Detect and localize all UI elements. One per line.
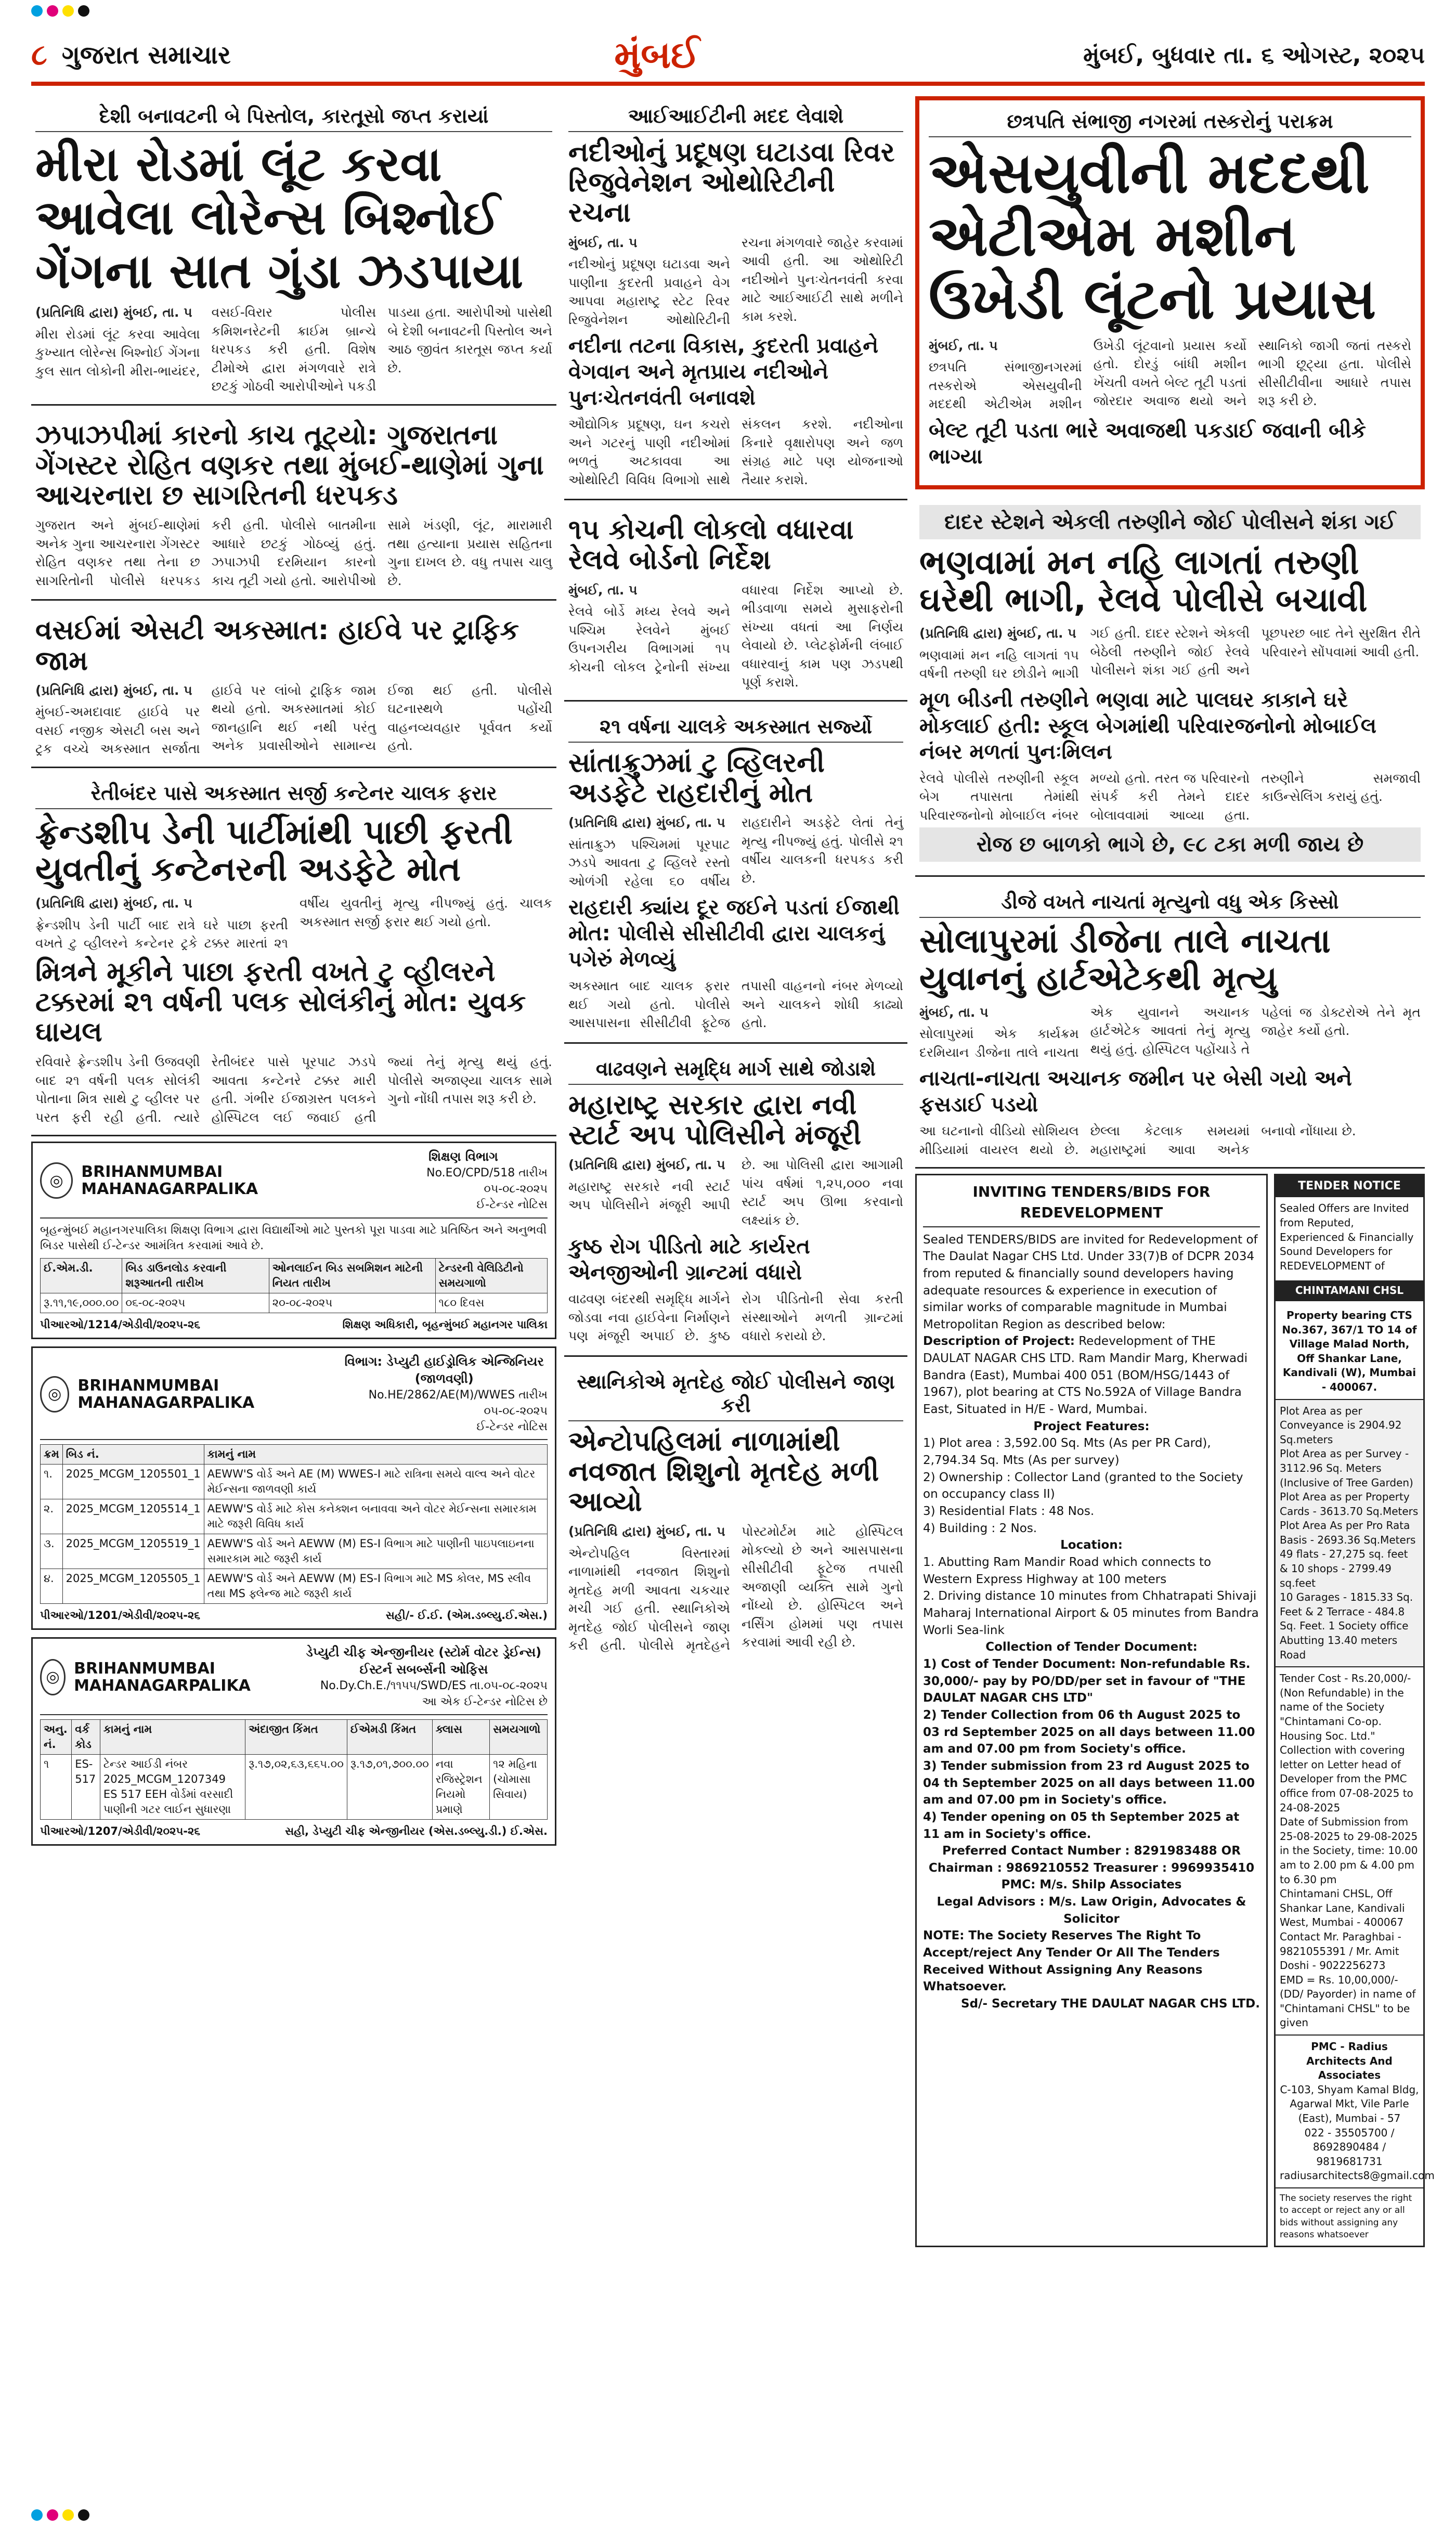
notice-education-tender xyxy=(31,1142,556,1339)
tender-label: Collection of Tender Document: xyxy=(985,1640,1198,1654)
table-header: કામનું નામ xyxy=(204,1445,547,1465)
story-body xyxy=(919,1003,1421,1062)
table-cell: રૂ.૧૭,૦૧,૭૦૦.૦૦ xyxy=(347,1754,432,1819)
story-kicker: છત્રપતિ સંભાજી નગરમાં તસ્કરોનું પરાક્રમ xyxy=(929,107,1411,137)
story-body xyxy=(568,581,903,692)
story-atm-theft xyxy=(915,96,1425,489)
table-header: ઈ.એમ.ડી. xyxy=(41,1259,122,1293)
story-headline: ભણવામાં મન નહિ લાગતાં તરુણી ઘરેથી ભાગી, રેલવે પોલીસે બચાવી xyxy=(919,543,1368,619)
story-headline: મીરા રોડમાં લૂંટ કરવા આવેલા લોરેન્સ બિશ્નોઈ ગેંગના સાત ગુંડા ઝડપાયા xyxy=(35,136,524,300)
story-kicker: ૨૧ વર્ષના ચાલકે અકસ્માત સર્જ્યો xyxy=(568,712,903,743)
story-byline: (પ્રતિનિધિ દ્વારા) મુંબઈ, તા. ૫ xyxy=(35,682,192,698)
tender-pmc: PMC: M/s. Shilp Associates xyxy=(1001,1878,1182,1892)
story-kicker: રેતીબંદર પાસે અકસ્માત સર્જી કન્ટેનર ચાલક ફરાર xyxy=(35,779,552,809)
tender-project: Redevelopment of THE DAULAT NAGAR CHS LTD. Ram Mandir Marg, Kherwadi Bandra (East), Mumbai 400 051 (BOM/HSG/1443 of 1967), plot bearing at CTS No.592A of Village Bandra East, Situated in H/E - Ward, Mumbai. xyxy=(923,1334,1248,1417)
pmc-address: C-103, Shyam Kamal Bldg, Agarwal Mkt, Vile Parle (East), Mumbai - 57 xyxy=(1280,2083,1419,2125)
story-text: ઔદ્યોગિક પ્રદૂષણ, ઘન કચરો અને ગટરનું પાણી નદીઓમાં ભળતું અટકાવવા આ ઓથોરિટી વિવિધ વિભાગો સાથે સંકલન કરશે. નદીઓના કિનારે વૃક્ષારોપણ અને જળ સંગ્રહ માટે પણ યોજનાઓ તૈયાર કરાશે. xyxy=(568,417,903,487)
story-headline: મહારાષ્ટ્ર સરકાર દ્વારા નવી સ્ટાર્ટ અપ પોલિસીને મંજૂરી xyxy=(568,1089,862,1151)
corporation-name: BRIHANMUMBAI MAHANAGARPALIKA xyxy=(77,1376,255,1412)
table-header: ટેન્ડરની વેલિડિટીનો સમયગાળો xyxy=(435,1259,547,1293)
story-gangster xyxy=(31,411,556,601)
tender-note: NOTE: The Society Reserves The Right To Accept/reject Any Tender Or All The Tenders Received Without Assigning Any Reasons Whatsoever. xyxy=(923,1929,1220,1994)
notice-table xyxy=(40,1719,548,1820)
right-column xyxy=(915,96,1435,2247)
story-byline: (પ્રતિનિધિ દ્વારા) મુંબઈ, તા. ૫ xyxy=(35,896,192,911)
story-antop-hill xyxy=(564,1362,907,1663)
story-text: અકસ્માત બાદ ચાલક ફરાર થઈ ગયો હતો. પોલીસે આસપાસના સીસીટીવી ફૂટેજ તપાસી વાહનનો નંબર મેળવ્યો અને ચાલકને શોધી કાઢ્યો હતો. xyxy=(568,978,903,1031)
notice-header xyxy=(40,1353,548,1440)
table-cell: નવા રજિસ્ટ્રેશન નિયમો પ્રમાણે xyxy=(432,1754,489,1819)
tender-title: INVITING TENDERS/BIDS FOR REDEVELOPMENT xyxy=(923,1182,1260,1227)
story-byline: (પ્રતિનિધિ દ્વારા) મુંબઈ, તા. ૫ xyxy=(919,626,1076,641)
corporation-name: BRIHANMUMBAI MAHANAGARPALIKA xyxy=(74,1659,251,1695)
story-text: છત્રપતિ સંભાજીનગરમાં તસ્કરોએ એસયુવીની મદદથી એટીએમ મશીન ઉખેડી લૂંટવાનો પ્રયાસ કર્યો હતો. દોરડું બાંધી મશીન ખેંચતી વખતે બેલ્ટ તૂટી પડતાં જોરદાર અવાજ થયો અને સ્થાનિકો જાગી જતાં તસ્કરો ભાગી છૂટ્યા હતા. પોલીસે સીસીટીવીના આધારે તપાસ શરૂ કરી છે. xyxy=(929,338,1411,412)
story-text: સોલાપુરમાં એક કાર્યક્રમ દરમિયાન ડીજેના તાલે નાચતા એક યુવાનને અચાનક હાર્ટએટેક આવતાં તેનું મૃત્યુ થયું હતું. હોસ્પિટલ પહોંચાડે તે પહેલાં જ ડોક્ટરોએ તેને મૃત જાહેર કર્યો હતો. xyxy=(919,1004,1421,1060)
story-headline: એન્ટોપહિલમાં નાળામાંથી નવજાત શિશુનો મૃતદેહ મળી આવ્યો xyxy=(568,1426,879,1518)
tender-intro: Sealed Offers are Invited from Reputed, Experienced & Financially Sound Developers for REDEVELOPMENT of xyxy=(1280,1202,1414,1272)
table-row xyxy=(41,1569,548,1604)
story-subheadline: મિત્રને મૂકીને પાછા ફરતી વખતે ટુ વ્હીલરને ટક્કરમાં ૨૧ વર્ષની પલક સોલંકીનું મોત: યુવક ઘાયલ xyxy=(35,956,526,1048)
table-cell: ટેન્ડર આઈડી નંબર 2025_MCGM_1207349 ES 517 EEH વોર્ડમાં વરસાદી પાણીની ગટર લાઈન સુધારણા xyxy=(100,1754,245,1819)
story-text: એન્ટોપહિલ વિસ્તારમાં નાળામાંથી નવજાત શિશુનો મૃતદેહ મળી આવતા ચકચાર મચી ગઈ હતી. સ્થાનિકોએ મૃતદેહ જોઈ પોલીસને જાણ કરી હતી. પોલીસે મૃતદેહને પોસ્ટમોર્ટમ માટે હોસ્પિટલ મોકલ્યો છે અને આસપાસના સીસીટીવી ફૂટેજ તપાસી અજાણી વ્યક્તિ સામે ગુનો નોંધ્યો છે. હોસ્પિટલ અને નર્સિંગ હોમમાં પણ તપાસ કરવામાં આવી રહી છે. xyxy=(568,1524,903,1653)
pmc-name: PMC - Radius Architects And Associates xyxy=(1306,2040,1393,2082)
story-kicker: ડીજે વખતે નાચતાં મૃત્યુનો વધુ એક કિસ્સો xyxy=(919,887,1421,918)
story-subheadline: રાહદારી ક્યાંય દૂર જઈને પડતાં ઈજાથી મોત: પોલીસે સીસીટીવી દ્વારા ચાલકનું પગેરું મેળવ્યું xyxy=(568,896,900,972)
story-container xyxy=(31,773,556,1137)
table-cell: ૧. xyxy=(41,1465,63,1499)
story-headline: ઝપાઝપીમાં કારનો કાચ તૂટ્યો: ગુજરાતના ગેંગસ્ટર રોહિત વણકર તથા મુંબઈ-થાણેમાં ગુના આચરનારા છ સાગરિતની ધરપકડ xyxy=(35,419,544,512)
tender-feature: 3) Residential Flats : 48 Nos. xyxy=(923,1505,1095,1519)
notice-signatory: શિક્ષણ અધિકારી, બૃહન્મુંબઈ મહાનગર પાલિકા xyxy=(342,1318,548,1331)
tender-title: TENDER NOTICE xyxy=(1276,1175,1423,1197)
tender-feature: 1) Plot area : 3,592.00 Sq. Mts (As per PR Card), 2,794.34 Sq. Mts (As per survey) xyxy=(923,1436,1211,1468)
story-body xyxy=(568,1156,903,1229)
story-santacruz xyxy=(564,707,907,1044)
story-headline: ૧૫ કોચની લોકલો વધારવા રેલવે બોર્ડનો નિર્દેશ xyxy=(568,514,854,576)
table-cell: રૂ.૧૭,૦૨,૬૩,૬૬૫.૦૦ xyxy=(245,1754,347,1819)
notice-ref: No.HE/2862/AE(M)/WWES તારીખ ૦૫-૦૮-૨૦૨૫ xyxy=(368,1389,548,1418)
story-byline: (પ્રતિનિધિ દ્વારા) મુંબઈ, તા. ૫ xyxy=(568,815,725,831)
story-text: ભણવામાં મન નહિ લાગતાં ૧૫ વર્ષની તરુણી ઘર છોડીને ભાગી ગઈ હતી. દાદર સ્ટેશને એકલી બેઠેલી તરુણીને જોઈ રેલવે પોલીસને શંકા ગઈ હતી અને પૂછપરછ બાદ તેને સુરક્ષિત રીતે પરિવારને સોંપવામાં આવી હતી. xyxy=(919,626,1421,681)
notice-signatory: સહી, ડેપ્યુટી ચીફ એન્જીનીયર (એસ.ડબ્લ્યુ.ડી.) ઈ.એસ. xyxy=(285,1824,548,1837)
table-cell: ૨. xyxy=(41,1499,63,1534)
table-row xyxy=(41,1754,548,1819)
highlight-item: Plot Area as per Conveyance is 2904.92 Sq.meters xyxy=(1280,1404,1402,1446)
story-15-coach-local xyxy=(564,506,907,701)
notice-type: ઈ-ટેન્ડર નોટિસ xyxy=(476,1420,548,1434)
story-byline: મુંબઈ, તા. ૫ xyxy=(568,582,638,598)
notice-roads-tender xyxy=(31,1637,556,1846)
notice-header xyxy=(40,1148,548,1218)
story-startup-policy xyxy=(564,1049,907,1357)
table-row xyxy=(41,1293,548,1313)
notice-table xyxy=(40,1258,548,1313)
print-registration-marks-top xyxy=(31,4,1425,18)
story-byline: મુંબઈ, તા. ૫ xyxy=(929,338,998,353)
table-header: કામનું નામ xyxy=(100,1720,245,1755)
notice-ref-footer: પીઆરઓ/1214/એડીવી/૨૦૨૫-૨૬ xyxy=(40,1318,201,1331)
story-solapur-dj xyxy=(915,882,1425,1169)
story-body xyxy=(919,1122,1421,1159)
notice-ref-footer: પીઆરઓ/1201/એડીવી/૨૦૨૫-૨૬ xyxy=(40,1609,201,1622)
table-row xyxy=(41,1499,548,1534)
table-cell: AEWW'S વોર્ડ અને AEWW (M) ES-I વિભાગ માટે MS કોલર, MS સ્લીવ તથા MS ફ્લેન્જ માટે જરૂરી કાર્ય xyxy=(204,1569,547,1604)
table-header: ઈએમડી કિંમત xyxy=(347,1720,432,1755)
table-cell: 2025_MCGM_1205519_1 xyxy=(62,1534,204,1569)
story-text: મુંબઈ-અમદાવાદ હાઈવે પર વસઈ નજીક એસટી બસ અને ટ્રક વચ્ચે અકસ્માત સર્જાતા હાઈવે પર લાંબો ટ્રાફિક જામ થયો હતો. અકસ્માતમાં કોઈ જાનહાનિ થઈ નથી પરંતુ અનેક પ્રવાસીઓને સામાન્ય ઈજા થઈ હતી. પોલીસે ઘટનાસ્થળે પહોંચી વાહનવ્યવહાર પૂર્વવત કર્યો હતો. xyxy=(35,682,552,757)
story-subheadline: નદીના તટના વિકાસ, કુદરતી પ્રવાહને વેગવાન અને મૃતપ્રાય નદીઓને પુનઃચેતનવંતી બનાવશે xyxy=(568,334,879,410)
tender-chintamani xyxy=(1274,1174,1435,2247)
story-body xyxy=(568,1522,903,1655)
table-header: સમયગાળો xyxy=(490,1720,548,1755)
notice-type: આ એક ઈ-ટેન્ડર નોટિસ છે xyxy=(422,1695,548,1708)
story-text: રેલવે પોલીસે તરુણીની સ્કૂલ બેગ તપાસતા તેમાંથી પરિવારજનોનો મોબાઈલ નંબર મળ્યો હતો. તરત જ પરિવારનો સંપર્ક કરી તેમને દાદર બોલાવવામાં આવ્યા હતા. તરુણીને સમજાવી કાઉન્સેલિંગ કરાયું હતું. xyxy=(919,770,1421,823)
pmc-phone: 022 - 35505700 / 8692890484 / 9819681731 xyxy=(1304,2126,1395,2168)
story-subheadline: મૂળ બીડની તરુણીને ભણવા માટે પાલઘર કાકાને ઘરે મોકલાઈ હતી: સ્કૂલ બેગમાંથી પરિવારજનોનો મોબાઈલ નંબર મળતાં પુનઃમિલન xyxy=(919,688,1376,764)
story-body xyxy=(919,769,1421,825)
table-header: ક્લાસ xyxy=(432,1720,489,1755)
bmc-logo-icon: ◎ xyxy=(40,1659,66,1695)
story-text: સાંતાક્રુઝ પશ્ચિમમાં પૂરપાટ ઝડપે આવતા ટુ વ્હિલરે રસ્તો ઓળંગી રહેલા ૬૦ વર્ષીય રાહદારીને અડફેટે લેતાં તેનું મૃત્યુ નીપજ્યું હતું. પોલીસે ૨૧ વર્ષીય ચાલકની ધરપકડ કરી છે. xyxy=(568,815,903,889)
story-body xyxy=(568,234,903,329)
tender-step: 4) Tender opening on 05 th September 2025 at 11 am in Society's office. xyxy=(923,1810,1240,1841)
story-body xyxy=(568,415,903,490)
table-cell: ૧ xyxy=(41,1754,72,1819)
story-kicker: સ્થાનિકોએ મૃતદેહ જોઈ પોલીસને જાણ કરી xyxy=(568,1367,903,1421)
pmc-email: radiusarchitects8@gmail.com xyxy=(1280,2169,1435,2182)
tender-terms xyxy=(1276,1667,1423,2034)
notice-table xyxy=(40,1444,548,1604)
story-byline: (પ્રતિનિધિ દ્વારા) મુંબઈ, તા. ૫ xyxy=(568,1524,725,1539)
city-section-title: મુંબઈ xyxy=(614,33,700,76)
tender-label: Description of Project: xyxy=(923,1334,1075,1349)
table-cell: રૂ.૧૧,૧૯,૦૦૦.૦૦ xyxy=(41,1293,122,1313)
story-text: ગુજરાત અને મુંબઈ-થાણેમાં અનેક ગુના આચરનારા ગેંગસ્ટર રોહિત વણકર તથા તેના છ સાગરિતોની પોલીસે ધરપકડ કરી હતી. પોલીસે બાતમીના આધારે છટકું ગોઠવ્યું હતું. ઝપાઝપી દરમિયાન કારનો કાચ તૂટી ગયો હતો. આરોપીઓ સામે ખંડણી, લૂંટ, મારામારી તથા હત્યાના પ્રયાસ સહિતના ગુના દાખલ છે. વધુ તપાસ ચાલુ છે. xyxy=(35,517,552,588)
story-kicker: દેશી બનાવટની બે પિસ્તોલ, કારતૂસો જપ્ત કરાયાં xyxy=(35,101,552,132)
term-item: Tender Cost - Rs.20,000/- (Non Refundable) in the name of the Society "Chintamani Co-op. Housing Soc. Ltd." Collection with covering letter on Letter head of Developer from the PMC office from 07-08-2025 to 24-08-2025 xyxy=(1280,1672,1413,1814)
publication-title xyxy=(31,38,231,72)
story-headline: વસઈમાં એસટી અકસ્માત: હાઈવે પર ટ્રાફિક જામ xyxy=(35,615,519,677)
society-name: CHINTAMANI CHSL xyxy=(1276,1280,1423,1301)
highlight-item: Abutting 13.40 meters Road xyxy=(1280,1634,1398,1661)
table-cell: ૧૮૦ દિવસ xyxy=(435,1293,547,1313)
highlight-item: Plot Area as per Survey - 3112.96 Sq. Meters (Inclusive of Tree Garden) xyxy=(1280,1447,1413,1489)
story-byline: (પ્રતિનિધિ દ્વારા) મુંબઈ, તા. ૫ xyxy=(35,305,192,320)
pmc-block xyxy=(1276,2034,1435,2187)
story-kicker: દાદર સ્ટેશને એકલી તરુણીને જોઈ પોલીસને શંકા ગઈ xyxy=(919,505,1421,539)
tender-intro: Sealed TENDERS/BIDS are invited for Redevelopment of The Daulat Nagar CHS Ltd. Under 33(7)B of DCPR 2034 from reputed & financially sound developers having adequate resources & experience in execution of similar works of comparable magnitude in Mumbai Metropolitan Region as described below: xyxy=(923,1233,1258,1331)
bmc-logo-icon: ◎ xyxy=(40,1376,69,1412)
tender-location: 2. Driving distance 10 minutes from Chhatrapati Shivaji Maharaj International Airport & 05 minutes from Bandra Worli Sea-link xyxy=(923,1589,1259,1637)
story-subheadline: બેલ્ટ તૂટી પડતા ભારે અવાજથી પકડાઈ જવાની બીકે ભાગ્યા xyxy=(929,418,1366,469)
story-dadar-girl xyxy=(915,497,1425,877)
table-row xyxy=(41,1534,548,1569)
story-river-authority xyxy=(564,96,907,500)
notice-dept: ડેપ્યુટી ચીફ એન્જીનીયર (સ્ટોર્મ વોટર ડ્રેઈન્સ) ઈસ્ટર્ન સબર્બ્સની ઓફિસ xyxy=(306,1645,542,1677)
story-text: આ ઘટનાનો વીડિયો સોશિયલ મીડિયામાં વાયરલ થયો છે. છેલ્લા કેટલાક સમયમાં મહારાષ્ટ્રમાં આવા અનેક બનાવો નોંધાયા છે. xyxy=(919,1123,1356,1157)
table-cell: 2025_MCGM_1205505_1 xyxy=(62,1569,204,1604)
story-body xyxy=(35,516,552,591)
page-number: ૮ xyxy=(31,38,47,72)
story-subheadline: કુષ્ઠ રોગ પીડિતો માટે કાર્યરત એનજીઓની ગ્રાન્ટમાં વધારો xyxy=(568,1235,810,1285)
term-item: Date of Submission from 25-08-2025 to 29-08-2025 in the Society, time: 10.00 am to 2.00 pm & 4.00 pm to 6.30 pm xyxy=(1280,1816,1418,1886)
table-header: અનુ. નં. xyxy=(41,1720,72,1755)
story-text: રવિવારે ફ્રેન્ડશીપ ડેની ઉજવણી બાદ ૨૧ વર્ષની પલક સોલંકી પોતાના મિત્ર સાથે ટુ વ્હીલર પર પરત ફરી રહી હતી. ત્યારે રેતીબંદર પાસે પૂરપાટ ઝડપે આવતા કન્ટેનરે ટક્કર મારી હતી. ગંભીર ઈજાગ્રસ્ત પલકને હોસ્પિટલ લઈ જવાઈ હતી જ્યાં તેનું મૃત્યુ થયું હતું. પોલીસે અજાણ્યા ચાલક સામે ગુનો નોંધી તપાસ શરૂ કરી છે. xyxy=(35,1054,552,1125)
story-byline: મુંબઈ, તા. ૫ xyxy=(919,1004,989,1020)
story-headline: નદીઓનું પ્રદૂષણ ઘટાડવા રિવર રિજુવેનેશન ઓથોરિટીની રચના xyxy=(568,137,895,229)
table-cell: 2025_MCGM_1205501_1 xyxy=(62,1465,204,1499)
tender-step: 2) Tender Collection from 06 th August 2025 to 03 rd September 2025 on all days between 11.00 am and 07.00 pm from Society's office. xyxy=(923,1708,1255,1756)
notice-dept: શિક્ષણ વિભાગ xyxy=(428,1149,498,1164)
story-body xyxy=(919,624,1421,683)
table-cell: ૦૬-૦૮-૨૦૨૫ xyxy=(122,1293,269,1313)
story-text: વાઢવણ બંદરથી સમૃદ્ધિ માર્ગને જોડવા નવા હાઈવેના નિર્માણને પણ મંજૂરી અપાઈ છે. કુષ્ઠ રોગ પીડિતોની સેવા કરતી સંસ્થાઓને મળતી ગ્રાન્ટમાં વધારો કરાયો છે. xyxy=(568,1291,903,1344)
table-header: બિડ નં. xyxy=(62,1445,204,1465)
table-cell: ૨૦-૦૮-૨૦૨૫ xyxy=(269,1293,435,1313)
story-byline: (પ્રતિનિધિ દ્વારા) મુંબઈ, તા. ૫ xyxy=(568,1157,725,1173)
story-text: મીરા રોડમાં લૂંટ કરવા આવેલા કુખ્યાત લોરેન્સ બિશ્નોઈ ગેંગના કુલ સાત લોકોની મીરા-ભાયંદર, વસઈ-વિરાર પોલીસ કમિશનરેટની ક્રાઈમ બ્રાન્ચે ધરપકડ કરી હતી. વિશેષ ટીમોએ દ્વારા મંગળવારે રાત્રે છટકું ગોઠવી આરોપીઓને પકડી પાડયા હતા. આરોપીઓ પાસેથી બે દેશી બનાવટની પિસ્તોલ અને આઠ જીવંત કારતૂસ જપ્ત કર્યા છે. xyxy=(35,305,552,394)
notice-water-tender xyxy=(31,1346,556,1630)
highlight-item: 49 flats - 27,275 sq. feet & 10 shops - 2799.49 sq.feet xyxy=(1280,1548,1408,1589)
table-cell: ૧૨ મહિના (ચોમાસા સિવાય) xyxy=(490,1754,548,1819)
corporation-name: BRIHANMUMBAI MAHANAGARPALIKA xyxy=(81,1163,258,1199)
story-subheadline: નાચતા-નાચતા અચાનક જમીન પર બેસી ગયો અને ફસડાઈ પડયો xyxy=(919,1067,1352,1117)
story-headline: સોલાપુરમાં ડીજેના તાલે નાચતા યુવાનનું હાર્ટએટેકથી મૃત્યુ xyxy=(919,922,1331,998)
highlight-item: Plot Area as per Property Cards - 3613.70 Sq.Meters xyxy=(1280,1491,1419,1518)
notice-ref: No.Dy.Ch.E./૧૧૫૫/SWD/ES તા.૦૫-૦૮-૨૦૨૫ xyxy=(320,1679,548,1693)
table-header: ઓનલાઈન બિડ સબમિશન માટેની નિયત તારીખ xyxy=(269,1259,435,1293)
notice-header xyxy=(40,1644,548,1715)
term-item: Chintamani CHSL, Off Shankar Lane, Kandivali West, Mumbai - 400067 xyxy=(1280,1887,1405,1929)
dateline: મુંબઈ, બુધવાર તા. ૬ ઓગસ્ટ, ૨૦૨૫ xyxy=(1083,42,1425,69)
table-cell: 2025_MCGM_1205514_1 xyxy=(62,1499,204,1534)
highlight-item: Plot Area As per Pro Rata Basis - 2693.36 Sq.Meters xyxy=(1280,1519,1416,1546)
masthead xyxy=(31,29,1425,86)
notice-signatory: સહી/- ઈ.ઈ. (એમ.ડબ્લ્યુ.ઈ.એસ.) xyxy=(385,1609,548,1622)
story-body xyxy=(568,1290,903,1347)
term-item: Contact Mr. Paraghbai - 9821055391 / Mr. Amit Doshi - 9022256273 xyxy=(1280,1930,1401,1972)
story-kicker: વાઢવણને સમૃદ્ધિ માર્ગ સાથે જોડાશે xyxy=(568,1054,903,1085)
table-cell: AEWW'S વોર્ડ અને AEWW (M) ES-I વિભાગ માટે પાણીની પાઇપલાઇનના સમારકામ માટે જરૂરી કાર્ય xyxy=(204,1534,547,1569)
notice-dept: વિભાગ: ડેપ્યુટી હાઈડ્રોલિક એન્જિનિયર (જાળવણી) xyxy=(344,1354,544,1386)
table-cell: ૩. xyxy=(41,1534,63,1569)
tender-legal: Legal Advisors : M/s. Law Origin, Advocates & Solicitor xyxy=(937,1895,1246,1926)
table-row xyxy=(41,1465,548,1499)
tender-feature: 2) Ownership : Collector Land (granted to the Society on occupancy class II) xyxy=(923,1470,1243,1501)
table-cell: ૪. xyxy=(41,1569,63,1604)
tender-step: 3) Tender submission from 23 rd August 2025 to 04 th September 2025 on all days between 11.00 am and 07.00 pm in Society's office. xyxy=(923,1759,1255,1807)
story-sidebar-heading: રોજ છ બાળકો ભાગે છે, ૯૮ ટકા મળી જાય છે xyxy=(919,827,1421,862)
table-cell: ES-517 xyxy=(72,1754,100,1819)
tender-contact: Preferred Contact Number : 8291983488 OR Chairman : 9869210552 Treasurer : 9969935410 xyxy=(928,1844,1255,1875)
story-headline: સાંતાક્રુઝમાં ટુ વ્હિલરની અડફેટે રાહદારીનું મોત xyxy=(568,747,825,809)
property-description: Property bearing CTS No.367, 367/1 TO 14 of Village Malad North, Off Shankar Lane, Kandivali (W), Mumbai - 400067. xyxy=(1282,1308,1417,1393)
tender-label: Project Features: xyxy=(1033,1419,1150,1433)
story-byline: મુંબઈ, તા. ૫ xyxy=(568,235,638,250)
left-column xyxy=(31,96,556,1853)
story-body xyxy=(35,1053,552,1126)
story-kicker: આઈઆઈટીની મદદ લેવાશે xyxy=(568,101,903,132)
middle-column xyxy=(564,96,907,1668)
term-item: EMD = Rs. 10,00,000/- (DD/ Payorder) in name of "Chintamani CHSL" to be given xyxy=(1280,1973,1416,2029)
tender-label: Location: xyxy=(1060,1538,1123,1552)
story-text: ફ્રેન્ડશીપ ડેની પાર્ટી બાદ રાત્રે ઘરે પાછા ફરતી વખતે ટુ વ્હીલરને કન્ટેનર ટ્રકે ટક્કર મારતાં ૨૧ વર્ષીય યુવતીનું મૃત્યુ નીપજ્યું હતું. ચાલક અકસ્માત સર્જી ફરાર થઈ ગયો હતો. xyxy=(35,896,552,951)
notice-text: બૃહન્મુંબઈ મહાનગરપાલિકા શિક્ષણ વિભાગ દ્વારા વિદ્યાર્થીઓ માટે પુસ્તકો પૂરા પાડવા માટે પ્રતિષ્ઠિત અને અનુભવી બિડર પાસેથી ઈ-ટેન્ડર આમંત્રિત કરવામાં આવે છે. xyxy=(40,1223,547,1252)
story-headline: એસયુવીની મદદથી એટીએમ મશીન ઉખેડી લૂંટનો પ્રયાસ xyxy=(929,141,1376,332)
story-body xyxy=(35,894,552,953)
story-body xyxy=(568,977,903,1034)
tender-disclaimer: The society reserves the right to accept or reject any or all bids without assigning any reasons whatsoever xyxy=(1276,2187,1423,2246)
story-vasai xyxy=(31,606,556,768)
tender-redevelopment-daulat-nagar xyxy=(915,1174,1268,2247)
tender-ads xyxy=(915,1174,1435,2247)
tender-location: 1. Abutting Ram Mandir Road which connects to Western Express Highway at 100 meters xyxy=(923,1556,1212,1586)
notice-ref-footer: પીઆરઓ/1207/એડીવી/૨૦૨૫-૨૬ xyxy=(40,1824,201,1837)
story-body xyxy=(35,681,552,758)
table-cell: AEWW'S વોર્ડ માટે કોસ કનેક્શન બનાવવા અને વોટર મેઈન્સના સમારકામ માટે જરૂરી વિવિધ કાર્ય xyxy=(204,1499,547,1534)
story-body xyxy=(929,336,1411,413)
notice-type: ઈ-ટેન્ડર નોટિસ xyxy=(476,1198,548,1212)
story-text: મહારાષ્ટ્ર સરકારે નવી સ્ટાર્ટ અપ પોલિસીને મંજૂરી આપી છે. આ પોલિસી દ્વારા આગામી પાંચ વર્ષમાં ૧,૨૫,૦૦૦ નવા સ્ટાર્ટ અપ ઊભા કરવાનો લક્ષ્યાંક છે. xyxy=(568,1157,903,1228)
bmc-logo-icon: ◎ xyxy=(40,1162,73,1199)
highlight-item: 10 Garages - 1815.33 Sq. Feet & 2 Terrace - 484.8 Sq. Feet. 1 Society office xyxy=(1280,1591,1413,1632)
story-text: નદીઓનું પ્રદૂષણ ઘટાડવા અને પાણીના કુદરતી પ્રવાહને વેગ આપવા મહારાષ્ટ્ર સ્ટેટ રિવર રિજુવેનેશન ઓથોરિટીની રચના મંગળવારે જાહેર કરવામાં આવી હતી. આ ઓથોરિટી નદીઓને પુનઃચેતનવંતી કરવા માટે આઈઆઈટી સાથે મળીને કામ કરશે. xyxy=(568,235,903,327)
notice-ref: No.EO/CPD/518 તારીખ ૦૫-૦૮-૨૦૨૫ xyxy=(426,1167,548,1196)
table-header: અંદાજીત કિંમત xyxy=(245,1720,347,1755)
tender-feature: 4) Building : 2 Nos. xyxy=(923,1521,1037,1535)
print-registration-marks-bottom xyxy=(31,2508,1425,2522)
story-body xyxy=(568,813,903,890)
story-body xyxy=(35,303,552,396)
table-cell: AEWW'S વોર્ડ અને AE (M) WWES-I માટે રાત્રિના સમયે વાલ્વ અને વોટર મેઈન્સના જાળવણી કાર્ય xyxy=(204,1465,547,1499)
project-highlights xyxy=(1276,1399,1423,1668)
table-header: બિડ ડાઉનલોડ કરવાની શરૂઆતની તારીખ xyxy=(122,1259,269,1293)
table-header: વર્ક કોડ xyxy=(72,1720,100,1755)
newspaper-name: ગુજરાત સમાચાર xyxy=(61,40,231,70)
tender-signatory: Sd/- Secretary THE DAULAT NAGAR CHS LTD. xyxy=(961,1997,1260,2011)
story-pistol xyxy=(31,96,556,406)
table-header: ક્રમ xyxy=(41,1445,63,1465)
story-text: રેલવે બોર્ડે મધ્ય રેલવે અને પશ્ચિમ રેલવેને મુંબઈ ઉપનગરીય વિભાગમાં ૧૫ કોચની લોકલ ટ્રેનોની સંખ્યા વધારવા નિર્દેશ આપ્યો છે. ભીડવાળા સમયે મુસાફરોની સંખ્યા વધતાં આ નિર્ણય લેવાયો છે. પ્લેટફોર્મની લંબાઈ વધારવાનું કામ પણ ઝડપથી પૂર્ણ કરાશે. xyxy=(568,582,903,690)
tender-step: 1) Cost of Tender Document: Non-refundable Rs. 30,000/- pay by PO/DD/per set in favour of "THE DAULAT NAGAR CHS LTD" xyxy=(923,1657,1251,1705)
story-headline: ફ્રેન્ડશીપ ડેની પાર્ટીમાંથી પાછી ફરતી યુવતીનું કન્ટેનરની અડફેટે મોત xyxy=(35,813,513,889)
